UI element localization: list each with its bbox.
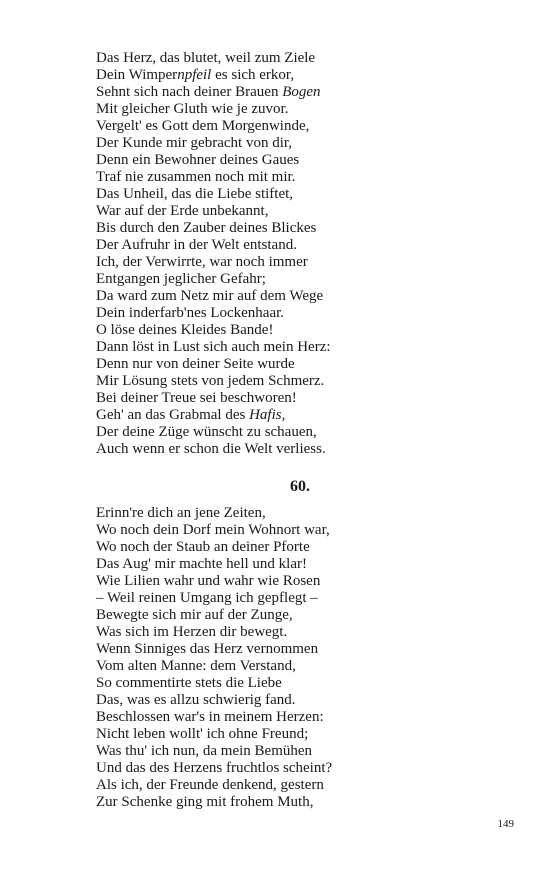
poem-line-text: Das Unheil, das die Liebe stiftet,	[96, 186, 294, 202]
poem-line-text: War auf der Erde unbekannt,	[96, 203, 269, 219]
poem-line	[96, 373, 396, 390]
poem-line	[96, 743, 396, 760]
poem-line	[96, 556, 396, 573]
poem-line	[96, 641, 396, 658]
poem-line-text: Und das des Herzens fruchtlos scheint?	[96, 760, 333, 776]
poem-line	[96, 339, 396, 356]
poem-line-text: Dein inderfarb'nes Lockenhaar.	[96, 305, 285, 321]
poem-line-text: Wie Lilien wahr und wahr wie Rosen	[96, 573, 321, 589]
poem-line-text: So commentirte stets die Liebe	[96, 675, 282, 691]
poem-line	[96, 424, 396, 441]
poem-line-text: Beschlossen war's in meinem Herzen:	[96, 709, 324, 725]
poem-line	[96, 237, 396, 254]
poem-line-text: Was thu' ich nun, da mein Bemühen	[96, 743, 313, 759]
poem-line	[96, 118, 396, 135]
poem-line	[96, 539, 396, 556]
poem-line	[96, 84, 396, 101]
poem-line	[96, 305, 396, 322]
poem-line	[96, 135, 396, 152]
poem-line	[96, 203, 396, 220]
poem-line-italic-text: Bogen	[282, 84, 321, 100]
poem-line	[96, 794, 396, 811]
poem-line-text: es sich erkor,	[211, 67, 295, 83]
poem-line-text: Wo noch dein Dorf mein Wohnort war,	[96, 522, 330, 538]
poem-line	[96, 67, 396, 84]
poem-line-text: Der deine Züge wünscht zu schauen,	[96, 424, 317, 440]
poem-line	[96, 186, 396, 203]
poem-line	[96, 50, 396, 67]
poem-line-text: ,	[281, 407, 286, 423]
poem-line-text: Bei deiner Treue sei beschworen!	[96, 390, 297, 406]
poem-line-text: Bewegte sich mir auf der Zunge,	[96, 607, 293, 623]
poem-line-italic-text: Hafis	[249, 407, 282, 423]
poem-line	[96, 726, 396, 743]
poem-line-text: Erinn're dich an jene Zeiten,	[96, 505, 266, 521]
poem-number-heading: 60.	[290, 478, 310, 495]
poem-line	[96, 505, 396, 522]
poem-line-italic-text: npfeil	[177, 67, 212, 83]
poem-line-text: Wo noch der Staub an deiner Pforte	[96, 539, 310, 555]
poem-line-text: Dein Wimper	[96, 67, 178, 83]
poem-line-text: Da ward zum Netz mir auf dem Wege	[96, 288, 324, 304]
poem-line-text: Was sich im Herzen dir bewegt.	[96, 624, 288, 640]
poem-line-text: Das Aug' mir machte hell und klar!	[96, 556, 307, 572]
poem-line	[96, 675, 396, 692]
poem-line-text: Zur Schenke ging mit frohem Muth,	[96, 794, 314, 810]
poem-line-text: Denn ein Bewohner deines Gaues	[96, 152, 300, 168]
poem-line	[96, 760, 396, 777]
poem-line	[96, 522, 396, 539]
poem-line-text: Der Kunde mir gebracht von dir,	[96, 135, 293, 151]
poem-line-text: Traf nie zusammen noch mit mir.	[96, 169, 296, 185]
poem-line	[96, 322, 396, 339]
poem-line	[96, 356, 396, 373]
poem-line-text: Geh' an das Grabmal des	[96, 407, 250, 423]
poem-line	[96, 169, 396, 186]
poem-line-text: Auch wenn er schon die Welt verliess.	[96, 441, 326, 457]
poem-line	[96, 254, 396, 271]
poem-line-text: Denn nur von deiner Seite wurde	[96, 356, 295, 372]
page-number: 149	[497, 818, 514, 830]
poem-line	[96, 271, 396, 288]
poem-line	[96, 390, 396, 407]
poem-line	[96, 624, 396, 641]
poem-line	[96, 607, 396, 624]
poem-line-text: Vom alten Manne: dem Verstand,	[96, 658, 296, 674]
poem-line-text: Als ich, der Freunde denkend, gestern	[96, 777, 324, 793]
poem-line-text: Mit gleicher Gluth wie je zuvor.	[96, 101, 289, 117]
poem-line	[96, 777, 396, 794]
poem-line	[96, 573, 396, 590]
poem-line-text: O löse deines Kleides Bande!	[96, 322, 274, 338]
poem-line	[96, 288, 396, 305]
poem-line-text: Entgangen jeglicher Gefahr;	[96, 271, 266, 287]
poem-line	[96, 658, 396, 675]
poem-line-text: Wenn Sinniges das Herz vernommen	[96, 641, 319, 657]
poem-line	[96, 692, 396, 709]
poem-line-text: Ich, der Verwirrte, war noch immer	[96, 254, 308, 270]
poem-60-stanza	[96, 505, 396, 811]
poem-line-text: Mir Lösung stets von jedem Schmerz.	[96, 373, 325, 389]
poem-line-text: Sehnt sich nach deiner Brauen	[96, 84, 283, 100]
poem-line	[96, 101, 396, 118]
poem-line	[96, 709, 396, 726]
poem-line-text: – Weil reinen Umgang ich gepflegt –	[96, 590, 318, 606]
poem-line-text: Bis durch den Zauber deines Blickes	[96, 220, 317, 236]
poem-line-text: Der Aufruhr in der Welt entstand.	[96, 237, 297, 253]
poem-line-text: Das, was es allzu schwierig fand.	[96, 692, 296, 708]
poem-line-text: Dann löst in Lust sich auch mein Herz:	[96, 339, 331, 355]
poem-line	[96, 152, 396, 169]
poem-line-text: Vergelt' es Gott dem Morgenwinde,	[96, 118, 310, 134]
poem-line	[96, 441, 396, 458]
poem-line-text: Nicht leben wollt' ich ohne Freund;	[96, 726, 309, 742]
poem-59-stanza	[96, 50, 396, 458]
poem-line	[96, 220, 396, 237]
poem-line-text: Das Herz, das blutet, weil zum Ziele	[96, 50, 316, 66]
poem-line	[96, 407, 396, 424]
poem-line	[96, 590, 396, 607]
